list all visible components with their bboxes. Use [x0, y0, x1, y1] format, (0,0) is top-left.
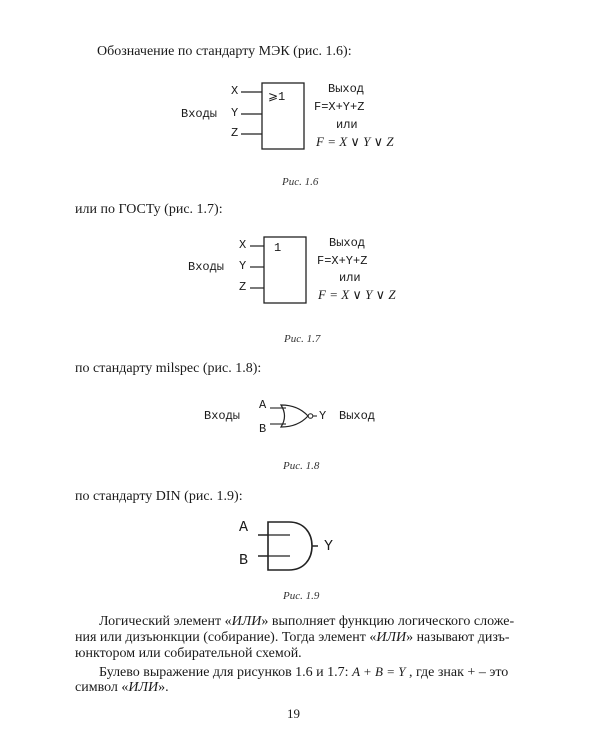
paragraph-line: символ «ИЛИ».	[75, 680, 169, 695]
intro-din-text: по стандарту DIN (рис. 1.9):	[75, 489, 243, 504]
inputs-label: Входы	[188, 260, 225, 274]
formula-disjunction: F = X ∨ Y ∨ Z	[316, 134, 394, 149]
output-label: Выход	[328, 82, 365, 96]
input-y-label: Y	[231, 106, 239, 120]
input-a-label: A	[259, 398, 267, 412]
gate-symbol: 1	[274, 241, 282, 255]
caption-1-7: Рис. 1.7	[284, 333, 321, 345]
or-word: или	[339, 271, 361, 285]
page-number: 19	[287, 706, 300, 721]
input-y-label: Y	[239, 259, 247, 273]
input-z-label: Z	[231, 126, 239, 140]
output-label: Выход	[329, 236, 366, 250]
input-x-label: X	[231, 84, 239, 98]
output-label: Выход	[339, 409, 376, 423]
din-gate-shape	[268, 522, 312, 570]
paragraph-line: юнктором или собирательной схемой.	[75, 646, 302, 661]
intro-milspec-text: по стандарту milspec (рис. 1.8):	[75, 361, 262, 376]
gate-symbol: ⩾1	[268, 90, 286, 104]
or-word: или	[336, 118, 358, 132]
inputs-label: Входы	[181, 107, 218, 121]
intro-gost-text: или по ГОСТу (рис. 1.7):	[75, 202, 223, 217]
paragraph-line: Логический элемент «ИЛИ» выполняет функцию логического сложе-	[99, 614, 515, 629]
output-y-label: Y	[319, 409, 327, 423]
paragraph-line: Булево выражение для рисунков 1.6 и 1.7: A + B = Y , где знак + – это	[99, 664, 509, 680]
formula-sum: F=X+Y+Z	[314, 100, 365, 114]
input-a-label: A	[239, 519, 249, 536]
intro-iec-text: Обозначение по стандарту МЭК (рис. 1.6):	[97, 44, 352, 59]
inputs-label: Входы	[204, 409, 241, 423]
formula-disjunction: F = X ∨ Y ∨ Z	[318, 287, 396, 302]
caption-1-8: Рис. 1.8	[283, 460, 320, 472]
input-b-label: B	[239, 552, 249, 569]
paragraph-line: ния или дизъюнкции (собирание). Тогда элемент «ИЛИ» называют дизъ-	[75, 630, 510, 645]
input-b-label: B	[259, 422, 267, 436]
input-z-label: Z	[239, 280, 247, 294]
formula-sum: F=X+Y+Z	[317, 254, 368, 268]
input-x-label: X	[239, 238, 247, 252]
output-y-label: Y	[324, 538, 334, 555]
caption-1-9: Рис. 1.9	[283, 590, 320, 602]
caption-1-6: Рис. 1.6	[282, 176, 319, 188]
boolean-formula: A + B = Y	[352, 664, 406, 679]
paragraph-or-element	[75, 614, 515, 662]
paragraph-boolean-expression	[75, 664, 515, 696]
